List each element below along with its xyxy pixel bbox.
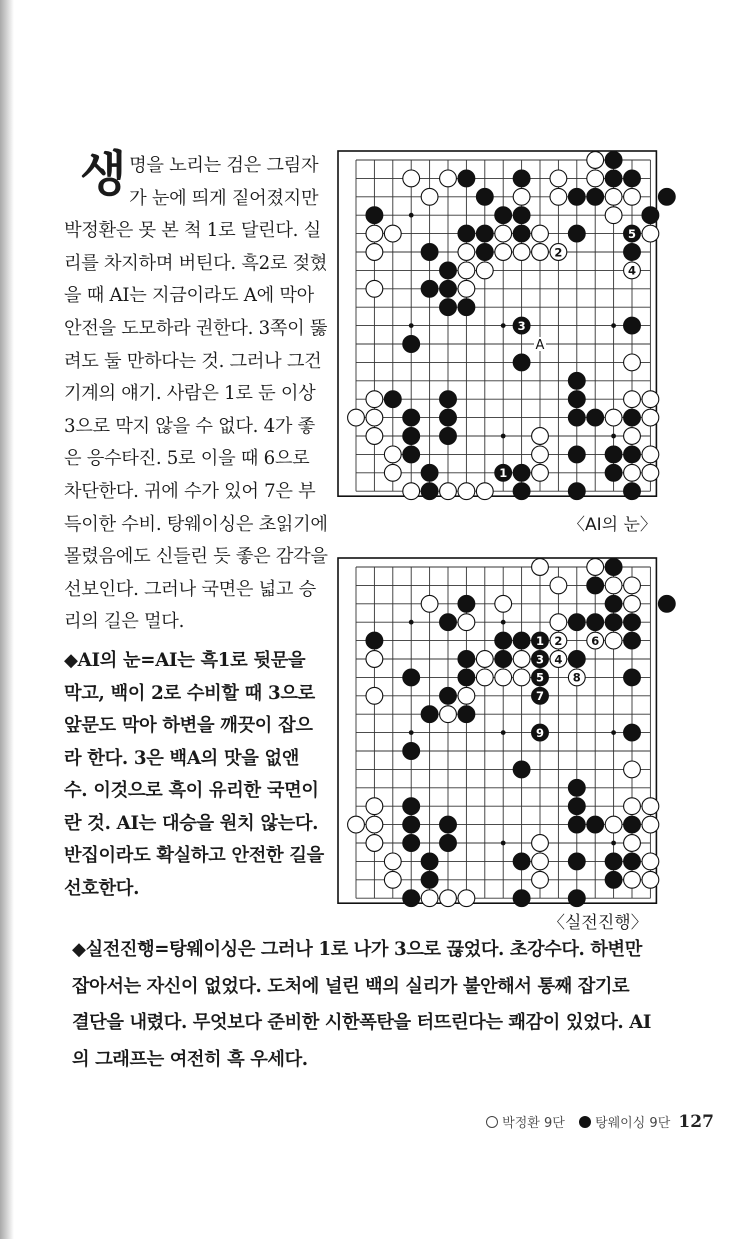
white-stone (440, 170, 457, 187)
black-stone (421, 464, 438, 481)
white-stone (366, 225, 383, 242)
move-number: 1 (499, 466, 508, 481)
black-stone (568, 446, 585, 463)
white-stone (605, 207, 622, 224)
black-stone (513, 207, 530, 224)
white-stone (421, 595, 438, 612)
black-stone (476, 225, 493, 242)
black-stone (421, 706, 438, 723)
white-stone (532, 871, 549, 888)
white-stone (605, 816, 622, 833)
white-stone (440, 483, 457, 500)
black-stone (568, 816, 585, 833)
white-stone (642, 798, 659, 815)
move-number: 3 (517, 318, 526, 333)
white-stone (384, 225, 401, 242)
black-stone (513, 225, 530, 242)
white-stone (642, 853, 659, 870)
black-stone (421, 280, 438, 297)
white-stone (384, 871, 401, 888)
white-stone (348, 816, 365, 833)
black-stone (568, 391, 585, 408)
black-stone (624, 614, 641, 631)
black-stone (421, 244, 438, 261)
black-stone (458, 706, 475, 723)
ai-eye-commentary (64, 645, 328, 906)
white-stone (642, 409, 659, 426)
white-stone (476, 262, 493, 279)
move-number: 5 (535, 670, 545, 685)
black-stone (642, 207, 659, 224)
white-stone-icon (486, 1116, 498, 1128)
move-number: 4 (554, 652, 563, 667)
white-stone (366, 409, 383, 426)
black-stone (605, 614, 622, 631)
white-stone (550, 614, 567, 631)
commentary-column (64, 146, 328, 906)
black-stone (587, 409, 604, 426)
white-stone (458, 614, 475, 631)
white-player: 박정환 9단 (502, 1116, 565, 1131)
white-stone (624, 391, 641, 408)
black-stone (403, 446, 420, 463)
edge-stone (658, 188, 675, 205)
black-stone (568, 614, 585, 631)
page-footer (486, 1112, 714, 1132)
hoshi-point (501, 841, 506, 846)
white-stone (624, 428, 641, 445)
black-stone (495, 632, 512, 649)
hoshi-point (409, 323, 414, 328)
white-stone (624, 464, 641, 481)
hoshi-point (501, 730, 506, 735)
white-stone (532, 559, 549, 576)
move-number: 5 (627, 226, 637, 241)
black-stone (568, 225, 585, 242)
white-stone (348, 409, 365, 426)
white-stone (587, 170, 604, 187)
black-stone (568, 853, 585, 870)
move-number: 8 (572, 670, 581, 685)
white-stone (458, 483, 475, 500)
black-stone (513, 853, 530, 870)
white-stone (366, 391, 383, 408)
black-stone (624, 409, 641, 426)
white-stone (587, 559, 604, 576)
white-stone (624, 761, 641, 778)
black-stone (495, 207, 512, 224)
black-stone (513, 632, 530, 649)
black-stone (440, 816, 457, 833)
black-stone (605, 152, 622, 169)
go-diagram-ai (337, 150, 680, 502)
white-stone (532, 853, 549, 870)
black-stone (587, 816, 604, 833)
hoshi-point (501, 620, 506, 625)
white-stone (458, 890, 475, 907)
white-stone (366, 280, 383, 297)
black-stone (513, 761, 530, 778)
white-stone (532, 464, 549, 481)
white-stone (605, 188, 622, 205)
white-stone (513, 188, 530, 205)
white-stone (624, 354, 641, 371)
move-number: 4 (627, 263, 637, 278)
move-number: 6 (591, 633, 600, 648)
white-stone (495, 244, 512, 261)
white-stone (605, 409, 622, 426)
black-stone (421, 483, 438, 500)
black-stone (421, 871, 438, 888)
black-stone (624, 669, 641, 686)
white-stone (642, 871, 659, 888)
black-stone (513, 483, 530, 500)
white-stone (642, 816, 659, 833)
white-stone (476, 483, 493, 500)
white-stone (476, 669, 493, 686)
white-stone (624, 595, 641, 612)
move-number: 3 (535, 652, 545, 667)
move-number: 1 (535, 633, 545, 648)
board-label: A (535, 338, 545, 353)
white-stone (550, 577, 567, 594)
black-stone (568, 651, 585, 668)
hoshi-point (501, 323, 506, 328)
black-stone (624, 446, 641, 463)
black-stone (403, 409, 420, 426)
white-stone (550, 170, 567, 187)
black-stone (605, 446, 622, 463)
hoshi-point (611, 730, 616, 735)
black-stone (568, 483, 585, 500)
black-stone (624, 632, 641, 649)
black-stone (403, 743, 420, 760)
caption-actual: 〈실전진행〉 (548, 913, 648, 933)
white-stone (366, 835, 383, 852)
black-stone (605, 464, 622, 481)
white-stone (366, 651, 383, 668)
page-number: 127 (678, 1112, 714, 1132)
ai-eye-text: AI는 흑1로 뒷문을 막고, 백이 2로 수비할 때 3으로 앞문도 막아 하변을 깨끗이 잡으라 한다. 3은 백A의 맛을 없앤 수. 이것으로 흑이 유리한 국면이란 것. AI는 대승을 원치 않는다. 반집이라도 확실하고 안전한 길을 선호한다. (64, 649, 324, 900)
hoshi-point (611, 434, 616, 439)
black-stone (440, 391, 457, 408)
black-stone (384, 391, 401, 408)
black-stone (458, 299, 475, 316)
white-stone (458, 687, 475, 704)
white-stone (403, 483, 420, 500)
black-stone (624, 317, 641, 334)
black-stone (440, 428, 457, 445)
white-stone (532, 446, 549, 463)
white-stone (513, 651, 530, 668)
white-stone (532, 428, 549, 445)
white-stone (421, 188, 438, 205)
black-stone (476, 188, 493, 205)
book-spine-shadow (0, 0, 14, 1239)
ai-eye-label: ◆AI의 눈= (64, 649, 156, 671)
main-commentary-text: 명을 노리는 검은 그림자가 눈에 띄게 짙어졌지만 박정환은 못 본 척 1로 달린다. 실리를 차지하며 버틴다. 흑2로 젖혔을 때 AI는 지금이라도 A에 막아 안전을 도모하라 권한다. 3쪽이 뚫려도 둘 만하다는 것. 그러나 그건 기계의 얘기. 사람은 1로 둔 이상 3으로 막지 않을 수 없다. 4가 좋은 응수타진. 5로 이을 때 6으로 차단한다. 귀에 수가 있어 7은 부득이한 수비. 탕웨이싱은 초읽기에 몰렸음에도 신들린 듯 좋은 감각을 선보인다. 그러나 국면은 넓고 승리의 길은 멀다. (64, 155, 328, 633)
white-stone (440, 890, 457, 907)
black-stone (440, 299, 457, 316)
black-stone (403, 798, 420, 815)
black-stone (605, 595, 622, 612)
white-stone (624, 188, 641, 205)
black-stone (458, 225, 475, 242)
white-stone (384, 464, 401, 481)
white-stone (587, 152, 604, 169)
hoshi-point (409, 213, 414, 218)
drop-cap: 생 (80, 146, 127, 202)
black-stone (587, 188, 604, 205)
move-number: 9 (535, 725, 545, 740)
actual-play-commentary (72, 932, 652, 1078)
white-stone (495, 669, 512, 686)
white-stone (605, 577, 622, 594)
white-stone (384, 853, 401, 870)
white-stone (624, 798, 641, 815)
hoshi-point (611, 323, 616, 328)
hoshi-point (611, 841, 616, 846)
black-stone (624, 483, 641, 500)
white-stone (532, 225, 549, 242)
black-stone (568, 890, 585, 907)
white-stone (366, 816, 383, 833)
black-stone (513, 890, 530, 907)
black-stone (568, 779, 585, 796)
edge-stone (658, 595, 675, 612)
white-stone (513, 669, 530, 686)
actual-play-label: ◆실전진행= (72, 939, 170, 960)
white-stone (458, 262, 475, 279)
black-stone (568, 409, 585, 426)
white-stone (642, 464, 659, 481)
white-stone (476, 651, 493, 668)
white-stone (495, 225, 512, 242)
white-stone (440, 706, 457, 723)
white-stone (624, 835, 641, 852)
white-stone (624, 871, 641, 888)
black-stone (366, 632, 383, 649)
move-number: 2 (554, 245, 563, 260)
black-stone (421, 853, 438, 870)
black-stone (624, 724, 641, 741)
white-stone (366, 798, 383, 815)
black-stone (403, 890, 420, 907)
black-stone (513, 354, 530, 371)
black-player: 탕웨이싱 9단 (595, 1116, 671, 1131)
white-stone (403, 170, 420, 187)
black-stone (440, 687, 457, 704)
black-stone (403, 428, 420, 445)
white-stone (513, 244, 530, 261)
white-stone (532, 244, 549, 261)
black-stone (513, 170, 530, 187)
white-stone (642, 446, 659, 463)
white-stone (458, 244, 475, 261)
black-stone (440, 835, 457, 852)
black-stone (403, 835, 420, 852)
black-stone (513, 464, 530, 481)
black-stone (624, 244, 641, 261)
black-stone (458, 669, 475, 686)
white-stone (550, 188, 567, 205)
white-stone (642, 225, 659, 242)
black-stone (366, 207, 383, 224)
hoshi-point (409, 730, 414, 735)
black-stone (440, 280, 457, 297)
white-stone (642, 391, 659, 408)
black-stone (605, 871, 622, 888)
black-stone (458, 651, 475, 668)
white-stone (366, 687, 383, 704)
black-stone (476, 244, 493, 261)
black-stone (568, 188, 585, 205)
white-stone (532, 835, 549, 852)
white-stone (605, 632, 622, 649)
black-stone (605, 853, 622, 870)
black-stone (605, 559, 622, 576)
black-stone (587, 614, 604, 631)
white-stone (495, 595, 512, 612)
white-stone (421, 890, 438, 907)
black-stone (605, 170, 622, 187)
black-stone (624, 170, 641, 187)
black-stone-icon (579, 1116, 591, 1128)
black-stone (587, 577, 604, 594)
move-number: 7 (535, 689, 545, 704)
white-stone (624, 577, 641, 594)
black-stone (440, 614, 457, 631)
black-stone (458, 170, 475, 187)
black-stone (403, 669, 420, 686)
move-number: 2 (554, 633, 563, 648)
hoshi-point (501, 434, 506, 439)
black-stone (495, 651, 512, 668)
black-stone (403, 816, 420, 833)
white-stone (384, 446, 401, 463)
actual-play-text: 탕웨이싱은 그러나 1로 나가 3으로 끊었다. 초강수다. 하변만 잡아서는 자신이 없었다. 도처에 널린 백의 실리가 불안해서 통째 잡기로 결단을 내렸다. 무엇보다 준비한 시한폭탄을 터뜨린다는 쾌감이 있었다. AI의 그래프는 여전히 흑 우세다. (72, 939, 652, 1070)
caption-ai: 〈AI의 눈〉 (568, 515, 657, 535)
hoshi-point (409, 620, 414, 625)
white-stone (458, 280, 475, 297)
black-stone (568, 372, 585, 389)
black-stone (440, 409, 457, 426)
black-stone (440, 262, 457, 279)
black-stone (568, 798, 585, 815)
black-stone (403, 336, 420, 353)
main-commentary (64, 146, 328, 639)
white-stone (366, 244, 383, 261)
black-stone (458, 595, 475, 612)
white-stone (366, 428, 383, 445)
black-stone (624, 816, 641, 833)
black-stone (624, 853, 641, 870)
go-diagram-actual (337, 557, 680, 909)
